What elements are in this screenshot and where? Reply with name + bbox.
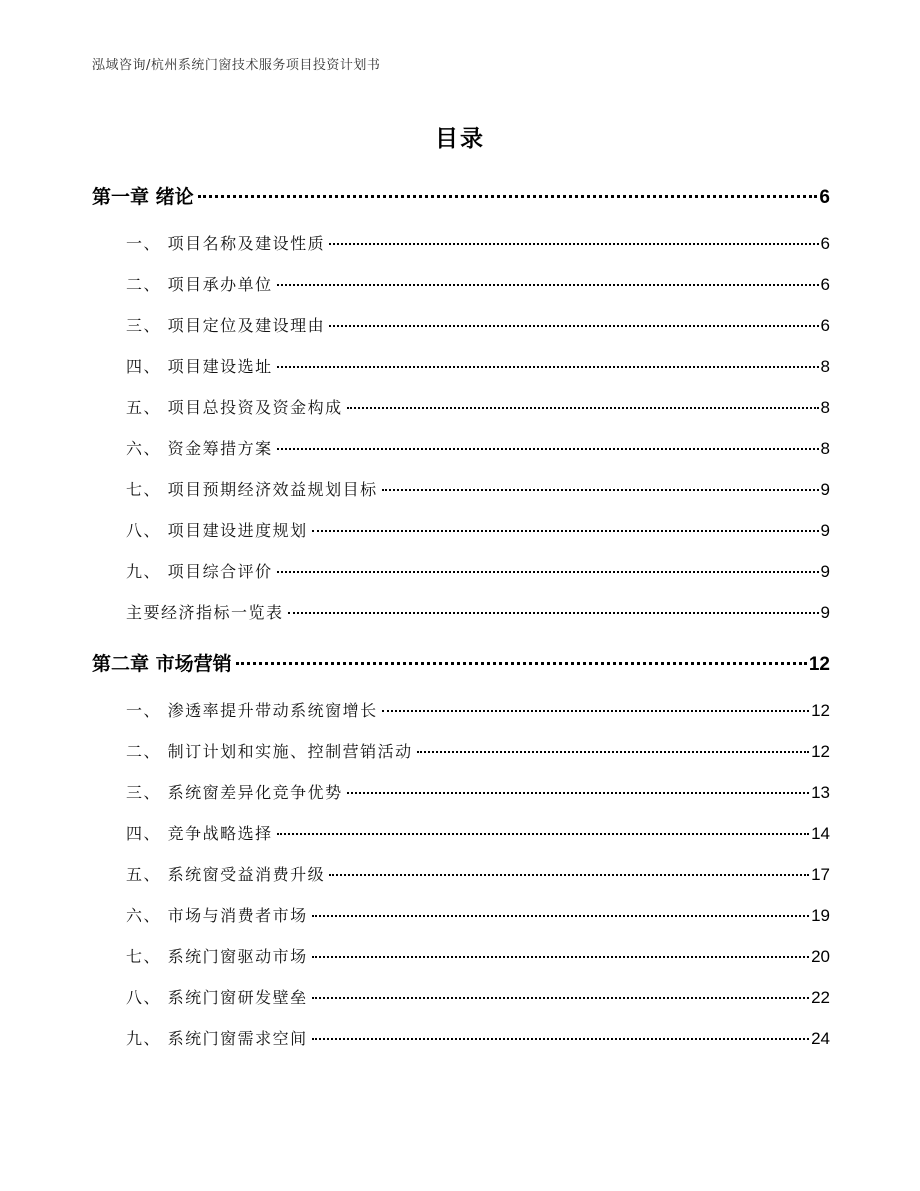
toc-page-number: 6 (820, 316, 830, 335)
toc-leader-dots (329, 325, 818, 327)
toc-entry-label: 二、 项目承办单位 (126, 275, 273, 294)
toc-entry[interactable] (92, 985, 830, 1026)
toc-chapter-2[interactable] (92, 645, 830, 690)
toc-page-number: 12 (808, 654, 830, 675)
toc-entry[interactable] (92, 313, 830, 354)
toc-page-number: 24 (811, 1029, 830, 1048)
toc-leader-dots (277, 448, 819, 450)
toc-entry-label: 九、 项目综合评价 (126, 562, 273, 581)
toc-page-number: 9 (820, 562, 830, 581)
toc-page-number: 9 (820, 480, 830, 499)
header-divider (90, 76, 830, 77)
toc-entry[interactable] (92, 272, 830, 313)
toc-leader-dots (277, 571, 819, 573)
toc-entry[interactable] (92, 600, 830, 641)
toc-page-number: 13 (811, 783, 830, 802)
toc-entry-label: 八、 系统门窗研发壁垒 (126, 988, 308, 1007)
toc-page-number: 12 (811, 701, 830, 720)
toc-leader-dots (236, 662, 807, 665)
toc-page-number: 8 (820, 357, 830, 376)
toc-entry[interactable] (92, 436, 830, 477)
toc-leader-dots (347, 407, 819, 409)
toc-leader-dots (329, 874, 809, 876)
toc-entry-label: 二、 制订计划和实施、控制营销活动 (126, 742, 413, 761)
toc-page-number: 17 (811, 865, 830, 884)
toc-page-number: 12 (811, 742, 830, 761)
toc-leader-dots (277, 284, 819, 286)
toc-entry[interactable] (92, 231, 830, 272)
toc-page-number: 22 (811, 988, 830, 1007)
toc-page-number: 14 (811, 824, 830, 843)
toc-leader-dots (277, 366, 819, 368)
toc-entry-label: 三、 系统窗差异化竞争优势 (126, 783, 343, 802)
table-of-contents (92, 178, 830, 1067)
toc-chapter-label: 第一章 绪论 (92, 186, 194, 208)
toc-entry-label: 七、 系统门窗驱动市场 (126, 947, 308, 966)
toc-entry[interactable] (92, 518, 830, 559)
toc-leader-dots (382, 710, 809, 712)
toc-entry[interactable] (92, 821, 830, 862)
toc-leader-dots (312, 530, 819, 532)
toc-entry[interactable] (92, 862, 830, 903)
toc-entry[interactable] (92, 780, 830, 821)
toc-leader-dots (312, 956, 809, 958)
toc-entry-label: 主要经济指标一览表 (126, 603, 284, 622)
toc-page-number: 8 (820, 439, 830, 458)
toc-leader-dots (329, 243, 818, 245)
toc-entry-label: 四、 项目建设选址 (126, 357, 273, 376)
toc-page-number: 9 (820, 521, 830, 540)
toc-leader-dots (417, 751, 809, 753)
toc-entry-label: 四、 竞争战略选择 (126, 824, 273, 843)
toc-page-number: 20 (811, 947, 830, 966)
toc-entry-label: 八、 项目建设进度规划 (126, 521, 308, 540)
toc-entry[interactable] (92, 1026, 830, 1067)
toc-entry-label: 五、 系统窗受益消费升级 (126, 865, 326, 884)
toc-entry-label: 九、 系统门窗需求空间 (126, 1029, 308, 1048)
toc-leader-dots (347, 792, 809, 794)
toc-entry-label: 五、 项目总投资及资金构成 (126, 398, 343, 417)
toc-entry-label: 七、 项目预期经济效益规划目标 (126, 480, 378, 499)
toc-page-number: 19 (811, 906, 830, 925)
toc-leader-dots (312, 915, 809, 917)
document-header: 泓域咨询/杭州系统门窗技术服务项目投资计划书 (92, 58, 381, 73)
toc-entry-label: 三、 项目定位及建设理由 (126, 316, 326, 335)
toc-leader-dots (198, 195, 818, 198)
toc-entry-label: 六、 市场与消费者市场 (126, 906, 308, 925)
toc-chapter-1[interactable] (92, 178, 830, 223)
toc-entry[interactable] (92, 739, 830, 780)
toc-entry[interactable] (92, 477, 830, 518)
toc-chapter-label: 第二章 市场营销 (92, 653, 232, 675)
toc-entry[interactable] (92, 944, 830, 985)
toc-entry[interactable] (92, 903, 830, 944)
toc-entry-label: 一、 项目名称及建设性质 (126, 234, 326, 253)
toc-entry[interactable] (92, 698, 830, 739)
toc-entry-label: 六、 资金筹措方案 (126, 439, 273, 458)
toc-leader-dots (312, 997, 809, 999)
toc-leader-dots (277, 833, 809, 835)
toc-leader-dots (288, 612, 819, 614)
toc-page-number: 8 (820, 398, 830, 417)
page-title: 目录 (435, 126, 485, 152)
toc-leader-dots (312, 1038, 809, 1040)
toc-entry-label: 一、 渗透率提升带动系统窗增长 (126, 701, 378, 720)
toc-page-number: 9 (820, 603, 830, 622)
toc-entry[interactable] (92, 354, 830, 395)
toc-page-number: 6 (819, 187, 830, 208)
toc-page-number: 6 (820, 275, 830, 294)
toc-entry[interactable] (92, 559, 830, 600)
toc-page-number: 6 (820, 234, 830, 253)
toc-leader-dots (382, 489, 819, 491)
toc-entry[interactable] (92, 395, 830, 436)
